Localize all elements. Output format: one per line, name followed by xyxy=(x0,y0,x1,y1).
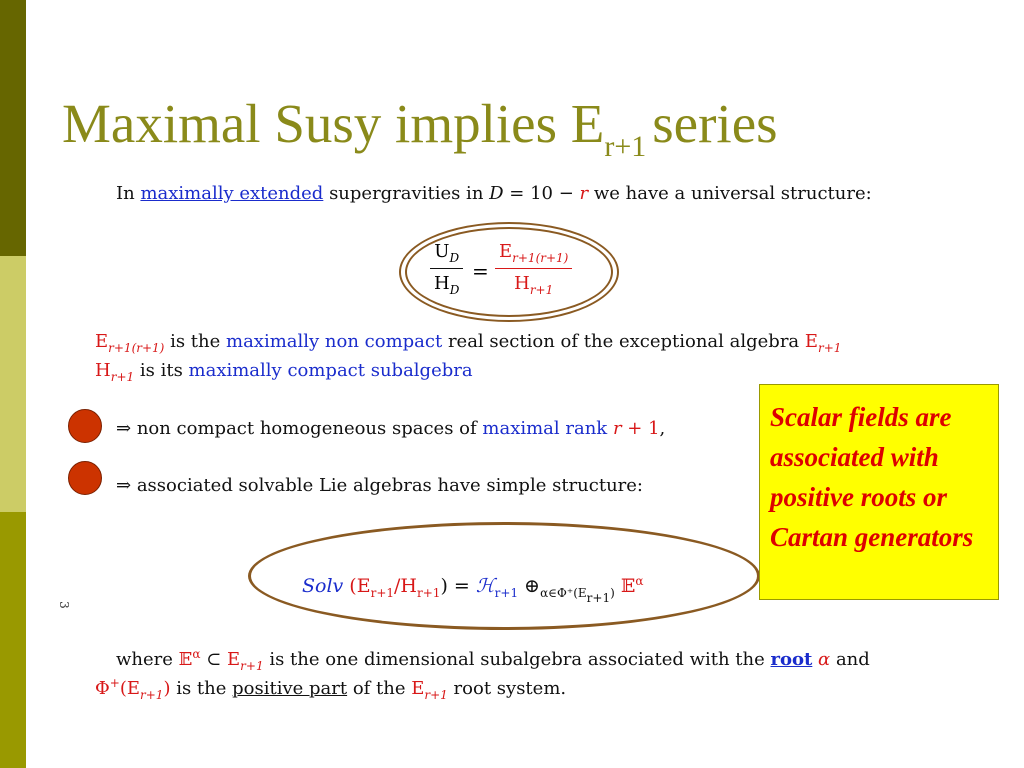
root-link[interactable]: root xyxy=(770,649,813,670)
page-number: 3 xyxy=(56,601,71,609)
bullet-item-noncompact: ⇒ non compact homogeneous spaces of maximal rank r + 1, xyxy=(116,418,666,439)
bullet-icon xyxy=(68,409,102,443)
where-line: where 𝔼$^\alpha$ ⊂ $E_{r+1}$ is the one dimensional subalgebra associated with the root α and xyxy=(116,647,870,673)
h-definition-line: $H_{r+1}$ is its maximally compact subalgebra xyxy=(95,360,473,384)
sidebar-block-top xyxy=(0,0,26,256)
slide-title: Maximal Susy implies $E_{r+1}$ series xyxy=(62,93,778,163)
coset-rhs: $E_{r+1(r+1)}$ $H_{r+1}$ xyxy=(495,239,572,296)
sidebar-block-middle xyxy=(0,256,26,512)
bullet-item-solvable: ⇒ associated solvable Lie algebras have simple structure: xyxy=(116,475,643,496)
phi-line: $\Phi^+(E_{r+1})$ is the positive part of the $E_{r+1}$ root system. xyxy=(95,676,567,702)
positive-part-link[interactable]: positive part xyxy=(232,678,348,699)
coset-equals: = xyxy=(472,259,489,283)
intro-line: In maximally extended supergravities in D = 10 − r we have a universal structure: xyxy=(116,183,872,204)
sidebar-stripe xyxy=(0,0,26,768)
solv-formula: Solv $(E_{r+1}/H_{r+1})$ = ℋ$_{r+1}$ $\oplus_{\alpha\in\Phi^+(E_{r+1})}$ 𝔼$^\alpha$ xyxy=(302,574,644,605)
bullet-icon xyxy=(68,461,102,495)
coset-ellipse-inner xyxy=(405,227,613,317)
coset-lhs: $U_D$ $H_D$ xyxy=(430,239,463,296)
scalar-fields-callout: Scalar fields are associated with positive roots or Cartan generators xyxy=(759,384,999,600)
e-definition-line: $E_{r+1(r+1)}$ is the maximally non compact real section of the exceptional algebra $E_{r+1}$ xyxy=(95,331,842,355)
maximally-extended-link[interactable]: maximally extended xyxy=(140,183,324,204)
sidebar-block-bottom xyxy=(0,512,26,768)
